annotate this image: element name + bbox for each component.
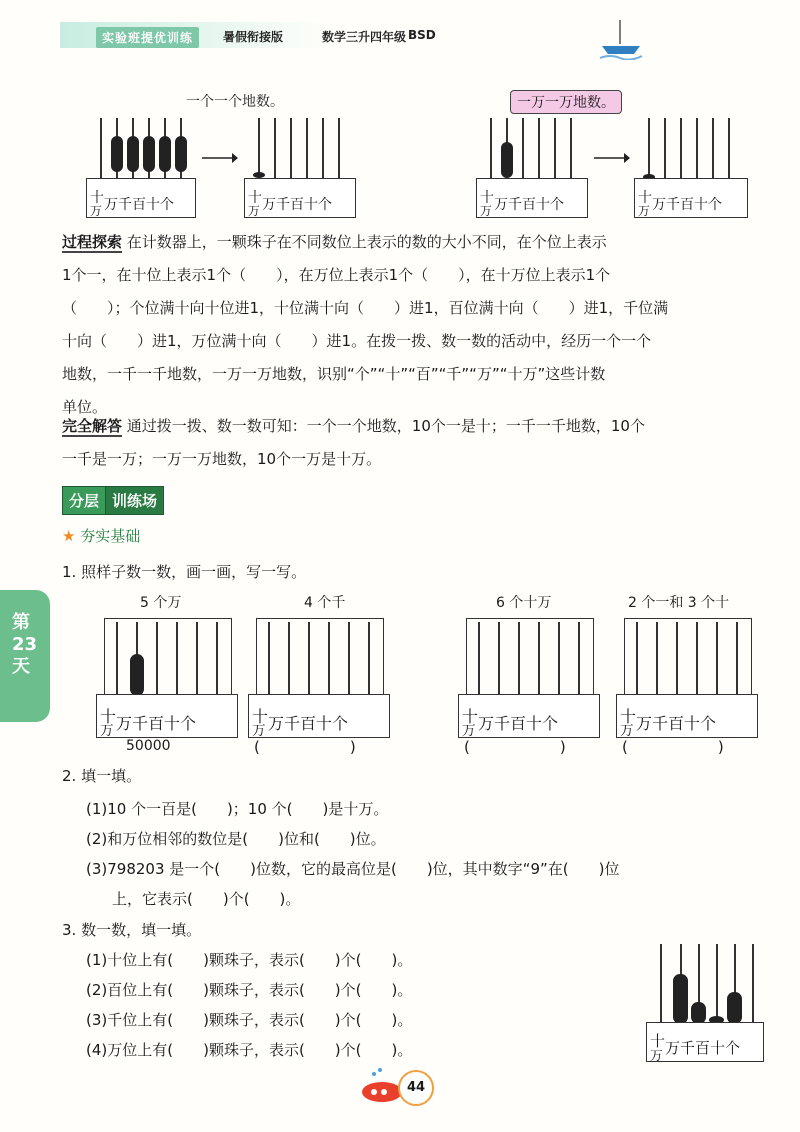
q1-abacus-2: 十 万 万千百十个 xyxy=(248,614,390,738)
q1-caption-4: 2 个一和 3 个十 xyxy=(628,595,730,611)
q1-caption-2: 4 个千 xyxy=(304,595,346,611)
answer-tag: 完全解答 xyxy=(62,417,123,435)
answer-line-1: 一千是一万；一万一万地数，10个一万是十万。 xyxy=(62,450,382,468)
q2-line-2: (2)和万位相邻的数位是( )位和( )位。 xyxy=(86,830,386,848)
q1-answer-4[interactable]: ( ) xyxy=(622,738,724,756)
bubble-count-ten-thousands: 一万一万地数。 xyxy=(510,90,622,114)
arrow-icon xyxy=(202,152,238,164)
q3-line-4: (4)万位上有( )颗珠子，表示( )个( )。 xyxy=(86,1041,413,1059)
q3-line-1: (1)十位上有( )颗珠子，表示( )个( )。 xyxy=(86,951,413,969)
q1-caption-1: 5 个万 xyxy=(140,595,182,611)
q1-answer-3[interactable]: ( ) xyxy=(464,738,566,756)
arrow-icon xyxy=(594,152,630,164)
process-line-0: 过程探索 在计数器上，一颗珠子在不同数位上表示的数的大小不同，在个位上表示 xyxy=(62,233,607,251)
q3-line-3: (3)千位上有( )颗珠子，表示( )个( )。 xyxy=(86,1011,413,1029)
subject-text: 数学三升四年级 xyxy=(322,30,407,44)
q3-abacus: 十 万 万千百十个 xyxy=(646,944,764,1062)
q1-abacus-3: 十 万 万千百十个 xyxy=(458,614,600,738)
intro-abacus-4: 十 万 万千百十个 xyxy=(634,118,748,218)
intro-abacus-2: 十 万 万千百十个 xyxy=(244,118,356,218)
star-icon: ★ xyxy=(62,527,76,545)
process-line-1: 1个一，在十位上表示1个（ ），在万位上表示1个（ ），在十万位上表示1个 xyxy=(62,266,611,284)
q1-caption-3: 6 个十万 xyxy=(496,595,552,611)
q2-title: 2. 填一填。 xyxy=(62,767,142,785)
q1-abacus-1: 十 万 万千百十个 xyxy=(96,614,238,738)
process-tag: 过程探索 xyxy=(62,233,123,251)
q2-line-1: (1)10 个一百是( )；10 个( )是十万。 xyxy=(86,800,389,818)
page-number: 44 xyxy=(398,1070,434,1106)
intro-abacus-1: 十 万 万千百十个 xyxy=(86,118,196,218)
q3-line-2: (2)百位上有( )颗珠子，表示( )个( )。 xyxy=(86,981,413,999)
q1-title: 1. 照样子数一数，画一画，写一写。 xyxy=(62,563,307,581)
intro-abacus-3: 十 万 万千百十个 xyxy=(476,118,588,218)
section-title: 分层 训练场 xyxy=(62,486,164,515)
bubble-count-ones: 一个一个地数。 xyxy=(186,94,284,110)
q1-abacus-4: 十 万 万千百十个 xyxy=(616,614,758,738)
subsection-title: ★ 夯实基础 xyxy=(62,527,141,545)
boat-icon xyxy=(598,18,644,60)
q2-line-4: 上，它表示( )个( )。 xyxy=(112,890,301,908)
process-line-4: 地数，一千一千地数，一万一万地数，识别“个”“十”“百”“千”“万”“十万”这些计数 xyxy=(62,365,606,383)
answer-line-0: 完全解答 通过拨一拨、数一数可知：一个一个地数，10个一是十；一千一千地数，10个 xyxy=(62,417,645,435)
day-tab-text: 第23天 xyxy=(12,612,38,677)
process-line-3: 十向（ ）进1，万位满十向（ ）进1。在拨一拨、数一数的活动中，经历一个一个 xyxy=(62,332,652,350)
process-line-5: 单位。 xyxy=(62,398,108,416)
series-badge: 实验班提优训练 xyxy=(96,27,199,48)
q2-line-3: (3)798203 是一个( )位数，它的最高位是( )位，其中数字“9”在( )位 xyxy=(86,860,620,878)
publisher-text: BSD xyxy=(408,28,436,42)
edition-text: 暑假衔接版 xyxy=(223,30,284,44)
process-line-2: （ ）；个位满十向十位进1，十位满十向（ ）进1，百位满十向（ ）进1，千位满 xyxy=(62,299,669,317)
q1-answer-2[interactable]: ( ) xyxy=(254,738,356,756)
q1-answer-1: 50000 xyxy=(126,738,171,754)
q3-title: 3. 数一数，填一填。 xyxy=(62,921,202,939)
